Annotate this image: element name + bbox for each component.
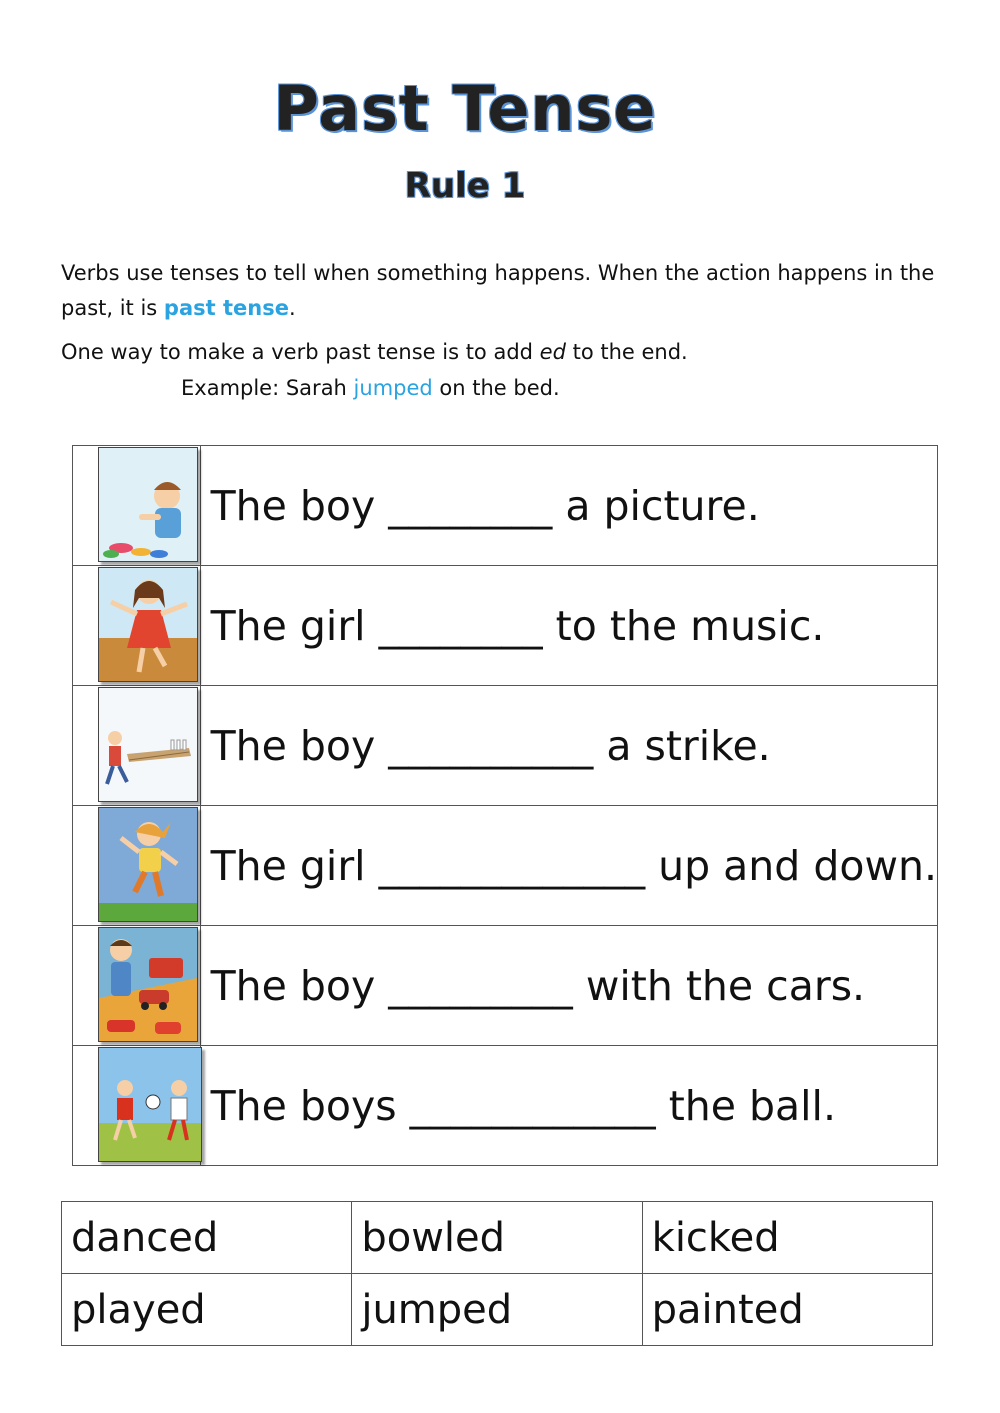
example-highlight: jumped <box>353 376 433 400</box>
sentence-row <box>73 926 938 1046</box>
word-bank-item: kicked <box>642 1202 932 1274</box>
word-bank-item: bowled <box>352 1202 642 1274</box>
sentence-text: The boy __________ a strike. <box>200 686 937 806</box>
sentence-row <box>73 566 938 686</box>
boy-bowling-picture <box>98 687 198 802</box>
sentence-row <box>73 806 938 926</box>
sentence-row <box>73 1046 938 1166</box>
sentence-text: The girl _____________ up and down. <box>200 806 937 926</box>
word-bank-row <box>62 1274 933 1346</box>
girl-dancing-picture <box>98 567 198 682</box>
sentence-row <box>73 686 938 806</box>
girl-jumping-picture <box>98 807 198 922</box>
word-bank-item: played <box>62 1274 352 1346</box>
sentence-text: The boy _________ with the cars. <box>200 926 937 1046</box>
example-text: Example: Sarah jumped on the bed. <box>181 376 560 400</box>
rule-text: One way to make a verb past tense is to add ed to the end. <box>61 340 688 364</box>
sentence-text: The boy ________ a picture. <box>200 446 937 566</box>
past-tense-highlight: past tense <box>163 296 289 320</box>
sentence-row <box>73 446 938 566</box>
sentence-table <box>72 445 938 1166</box>
word-bank-item: danced <box>62 1202 352 1274</box>
word-bank <box>61 1201 933 1346</box>
boy-painting-picture <box>98 447 198 562</box>
boy-playing-cars-picture <box>98 927 198 1042</box>
word-bank-item: painted <box>642 1274 932 1346</box>
word-bank-row <box>62 1202 933 1274</box>
word-bank-item: jumped <box>352 1274 642 1346</box>
page-subtitle: Rule 1 <box>404 166 526 206</box>
intro-paragraph: Verbs use tenses to tell when something happens. When the action happens in the past, it is past tense. <box>61 261 935 320</box>
boys-kicking-ball-picture <box>98 1047 202 1162</box>
sentence-text: The girl ________ to the music. <box>200 566 937 686</box>
sentence-text: The boys ____________ the ball. <box>200 1046 937 1166</box>
page-title: Past Tense <box>273 72 657 145</box>
